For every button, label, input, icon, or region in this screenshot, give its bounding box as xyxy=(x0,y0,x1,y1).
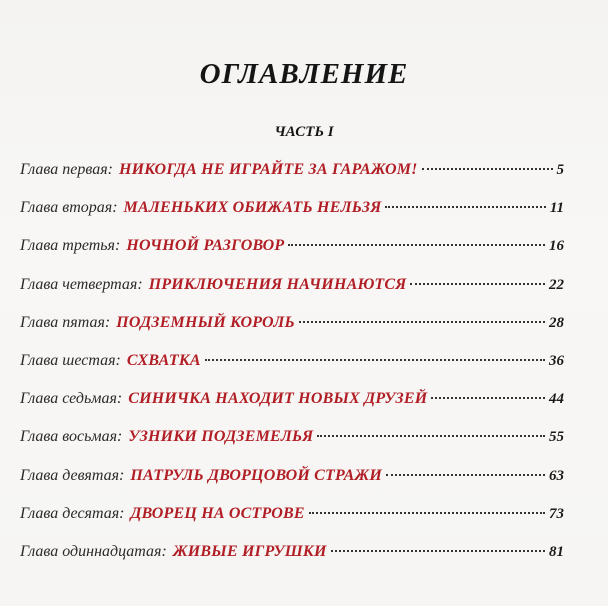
chapter-number: Глава седьмая: xyxy=(20,390,123,408)
part-heading: ЧАСТЬ I xyxy=(274,124,334,140)
toc-entry xyxy=(20,428,564,466)
page-number: 44 xyxy=(549,391,564,408)
page-number: 36 xyxy=(549,352,564,369)
chapter-heading: СИНИЧКА НАХОДИТ НОВЫХ ДРУЗЕЙ xyxy=(128,390,428,408)
chapter-number: Глава шестая: xyxy=(20,351,121,369)
toc-entry xyxy=(20,199,564,237)
table-of-contents xyxy=(20,161,564,581)
toc-entry xyxy=(20,390,564,428)
toc-entry xyxy=(20,543,564,581)
dot-leader xyxy=(385,206,545,208)
page-number: 5 xyxy=(556,162,564,178)
page-number: 28 xyxy=(549,314,564,331)
page-number: 81 xyxy=(549,543,564,560)
chapter-heading: ПРИКЛЮЧЕНИЯ НАЧИНАЮТСЯ xyxy=(148,275,407,293)
dot-leader xyxy=(288,244,545,246)
dot-leader xyxy=(410,283,545,285)
toc-entry xyxy=(20,314,564,352)
toc-entry xyxy=(20,352,564,390)
dot-leader xyxy=(386,474,545,476)
chapter-heading: УЗНИКИ ПОДЗЕМЕЛЬЯ xyxy=(128,428,314,446)
chapter-number: Глава вторая: xyxy=(20,199,118,217)
dot-leader xyxy=(431,397,545,399)
chapter-heading: ЖИВЫЕ ИГРУШКИ xyxy=(172,542,327,560)
page-number: 55 xyxy=(549,429,564,446)
chapter-heading: СХВАТКА xyxy=(126,351,201,369)
toc-entry xyxy=(20,237,564,275)
page-number: 16 xyxy=(549,238,564,255)
page-number: 22 xyxy=(549,276,564,293)
chapter-number: Глава третья: xyxy=(20,237,121,255)
chapter-heading: ДВОРЕЦ НА ОСТРОВЕ xyxy=(130,504,305,522)
page-number: 63 xyxy=(549,467,564,484)
chapter-number: Глава девятая: xyxy=(20,466,125,484)
chapter-heading: НИКОГДА НЕ ИГРАЙТЕ ЗА ГАРАЖОМ! xyxy=(118,161,418,178)
page-number: 11 xyxy=(549,200,564,217)
dot-leader xyxy=(331,550,545,552)
toc-entry xyxy=(20,505,564,543)
toc-entry xyxy=(20,161,564,199)
page-title: ОГЛАВЛЕНИЕ xyxy=(199,58,409,90)
chapter-number: Глава четвертая: xyxy=(20,275,143,293)
chapter-number: Глава десятая: xyxy=(20,504,125,522)
dot-leader xyxy=(317,435,545,437)
dot-leader xyxy=(309,512,545,514)
page-number: 73 xyxy=(549,505,564,522)
chapter-number: Глава пятая: xyxy=(20,313,111,331)
chapter-number: Глава одиннадцатая: xyxy=(20,542,167,560)
chapter-heading: НОЧНОЙ РАЗГОВОР xyxy=(126,237,285,255)
toc-entry xyxy=(20,276,564,314)
chapter-heading: МАЛЕНЬКИХ ОБИЖАТЬ НЕЛЬЗЯ xyxy=(123,199,382,217)
dot-leader xyxy=(422,168,553,170)
chapter-number: Глава первая: xyxy=(20,161,113,178)
toc-entry xyxy=(20,467,564,505)
chapter-heading: ПАТРУЛЬ ДВОРЦОВОЙ СТРАЖИ xyxy=(130,466,382,484)
chapter-number: Глава восьмая: xyxy=(20,428,123,446)
dot-leader xyxy=(299,321,545,323)
dot-leader xyxy=(205,359,545,361)
chapter-heading: ПОДЗЕМНЫЙ КОРОЛЬ xyxy=(116,313,295,331)
